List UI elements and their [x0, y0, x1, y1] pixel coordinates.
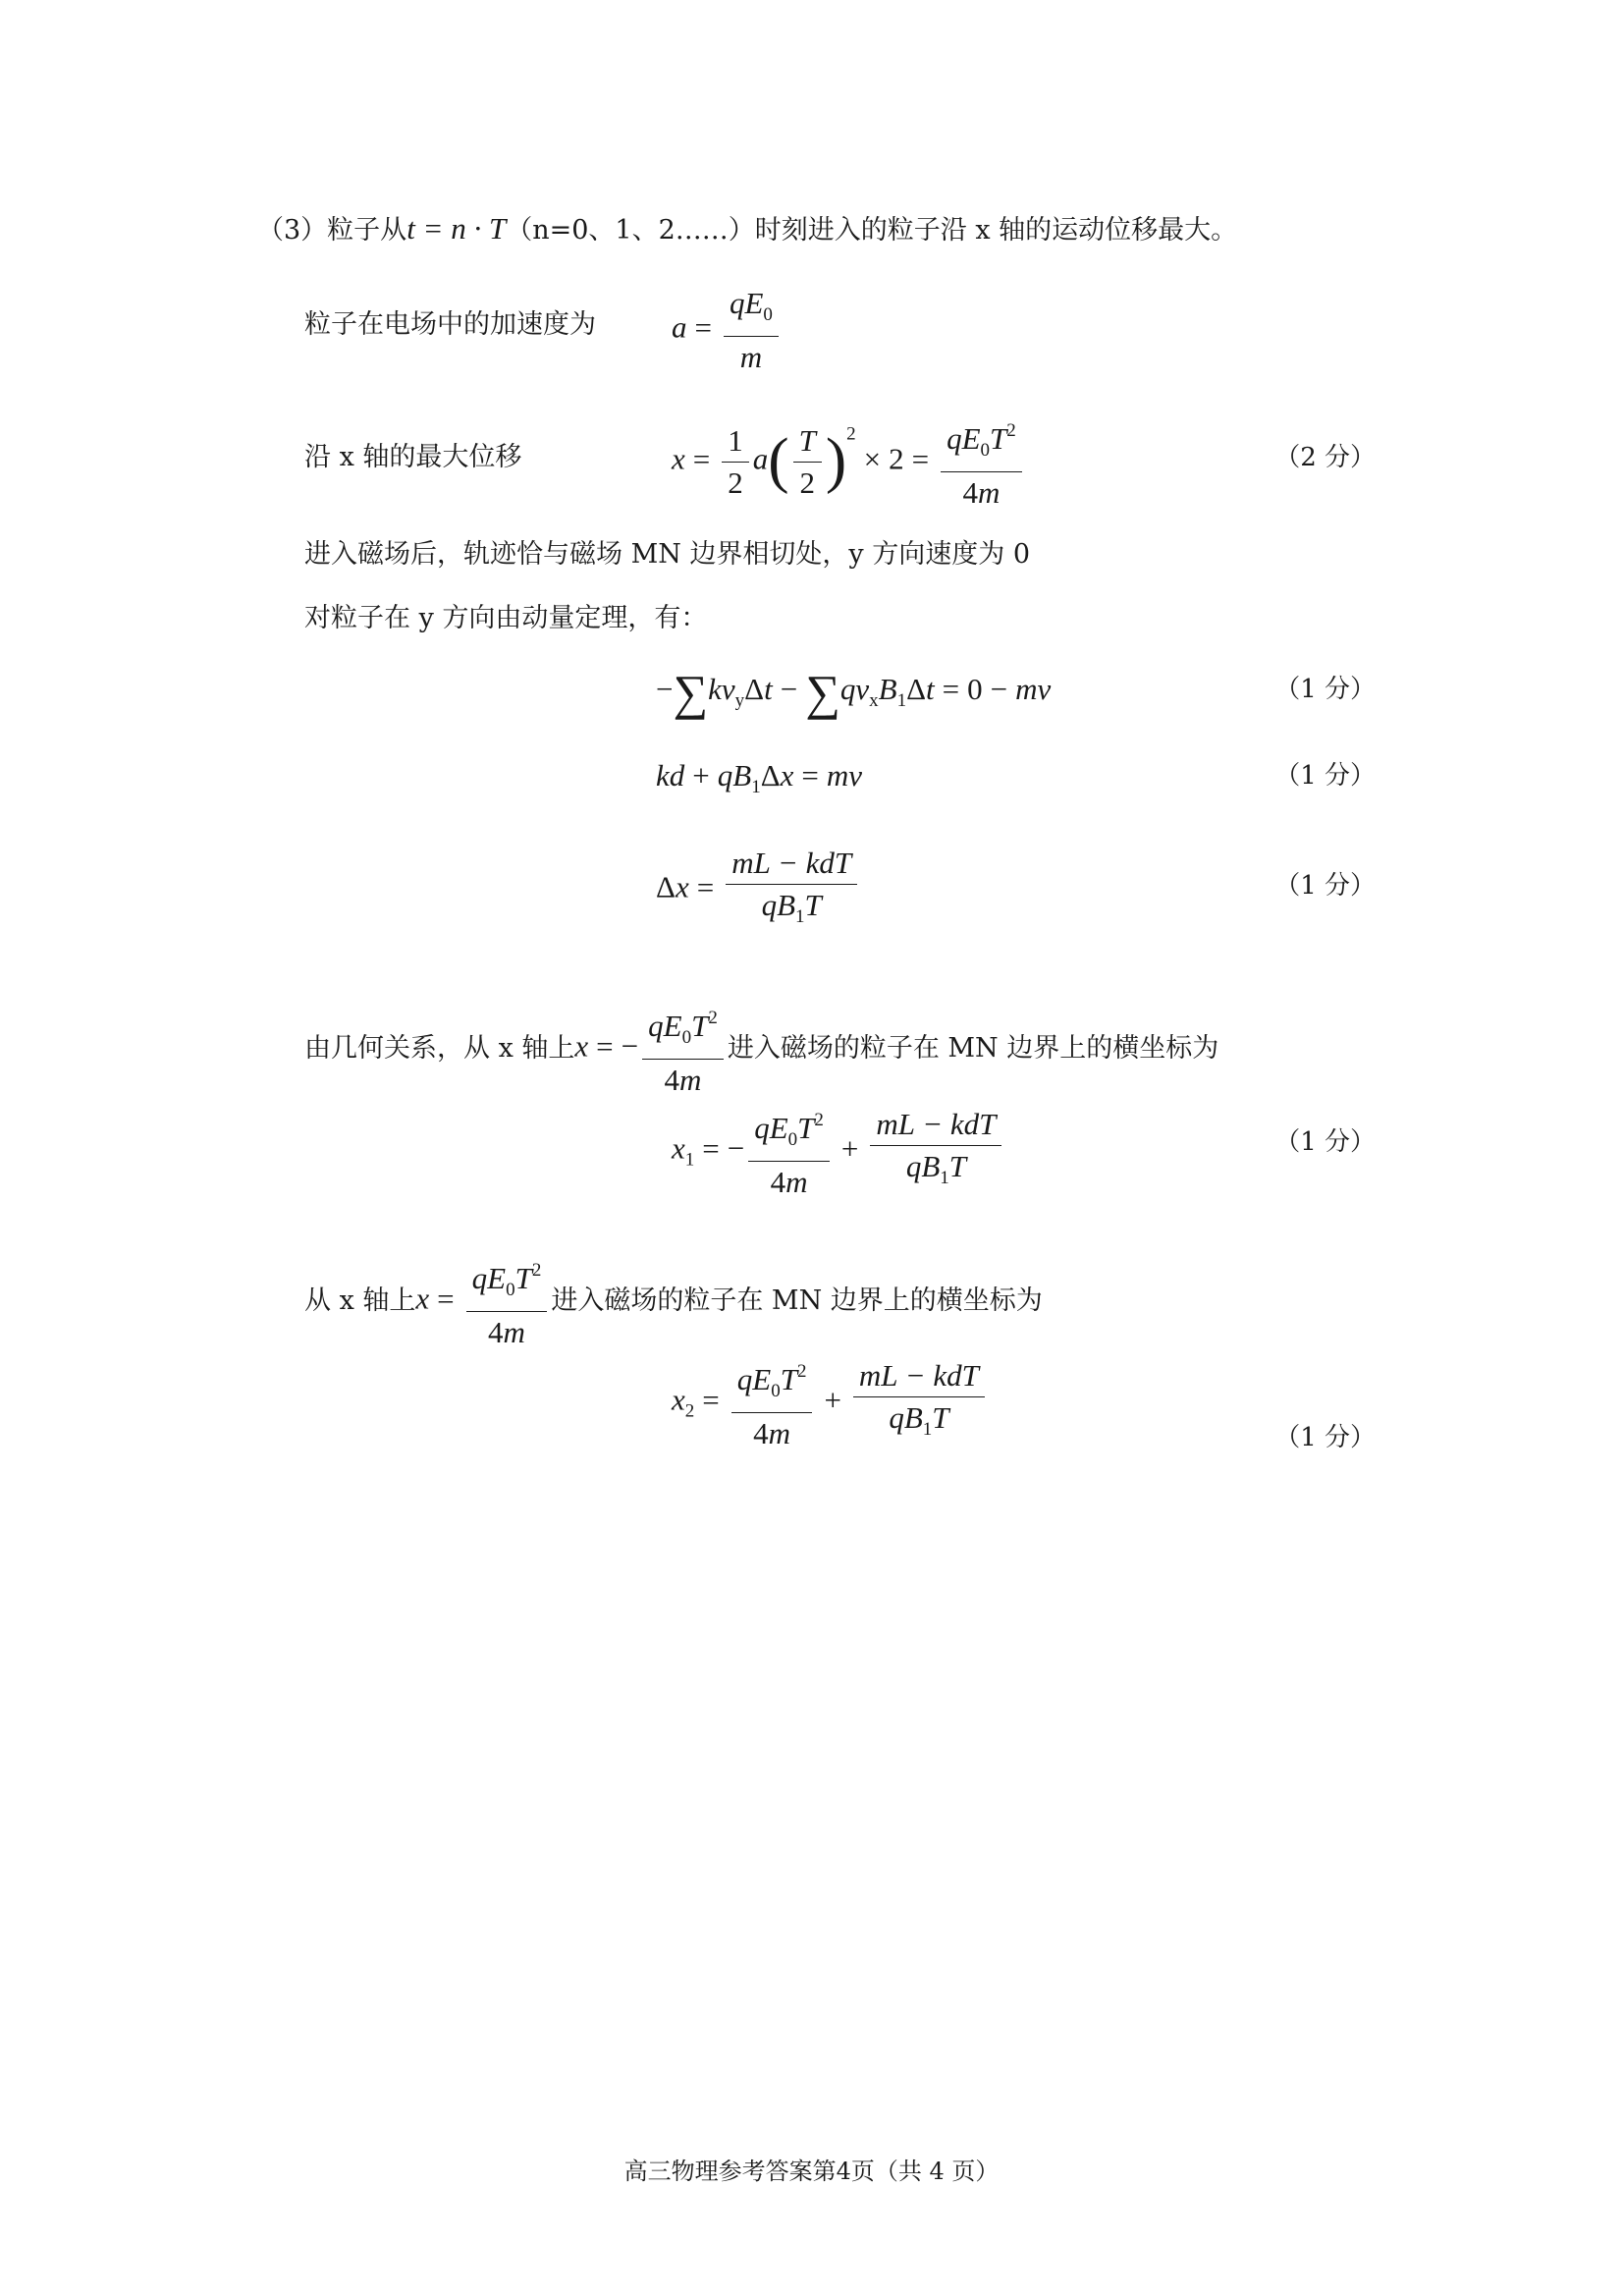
x1-score: （1 分）: [1274, 1127, 1376, 1157]
momentum-equation-score: （1 分）: [1274, 675, 1376, 704]
acceleration-label: 粒子在电场中的加速度为: [304, 309, 596, 340]
page-footer: 高三物理参考答案第4页（共 4 页）: [623, 2158, 1000, 2185]
momentum-equation: $-\sum kv_y\Delta t - \sum qv_xB_1\Delta t = 0$ − mv: [656, 665, 1052, 720]
delta-x-score: （1 分）: [1274, 871, 1376, 901]
geometry-formula: x = − $\frac{qE_0T^2}{4m}$: [574, 1000, 727, 1099]
second-entry-line: [304, 1252, 1043, 1351]
x2-score: （1 分）: [1274, 1423, 1376, 1452]
section-intro: [257, 211, 1237, 248]
kd-equation-score: （1 分）: [1274, 761, 1376, 791]
x2-equation: $x_2$ = $\frac{qE_0T^2}{4m}$ + $\frac{\text{mL − kdT}}{qB_1T}$: [672, 1353, 989, 1452]
section-intro-prefix: （3）粒子从: [257, 215, 407, 246]
second-entry-prefix: 从 x 轴上: [304, 1285, 416, 1316]
max-displacement-formula: x = $\frac{1}{2}$ a( $\frac{T}{2}$ )$^2$× 2 = $\frac{qE_0T^2}{4m}$: [672, 412, 1026, 512]
section-intro-math: t = n · T: [406, 211, 507, 246]
second-entry-formula: x = $\frac{qE_0T^2}{4m}$: [415, 1252, 551, 1351]
geometry-line: [304, 1000, 1218, 1099]
x1-equation: $x_1$ = − $\frac{qE_0T^2}{4m}$ + $\frac{\text{mL − kdT}}{qB_1T}$: [672, 1102, 1005, 1201]
delta-x-equation: Δx = $\frac{\text{mL − kdT}}{qB_1T}$: [656, 845, 861, 936]
max-displacement-score: （2 分）: [1274, 443, 1376, 472]
magnetic-entry-text: 进入磁场后，轨迹恰与磁场 MN 边界相切处，y 方向速度为 0: [304, 539, 1031, 570]
acceleration-formula: a = $\frac{qE_0}{m}$: [672, 285, 783, 376]
max-displacement-label: 沿 x 轴的最大位移: [304, 442, 522, 472]
second-entry-suffix: 进入磁场的粒子在 MN 边界上的横坐标为: [551, 1285, 1043, 1316]
geometry-prefix: 由几何关系，从 x 轴上: [304, 1033, 575, 1064]
geometry-suffix: 进入磁场的粒子在 MN 边界上的横坐标为: [727, 1033, 1219, 1064]
momentum-theorem-text: 对粒子在 y 方向由动量定理，有：: [304, 603, 708, 633]
kd-equation: kd + $qB_1\Delta x$ = mv: [656, 758, 863, 797]
section-intro-suffix: （n=0、1、2……）时刻进入的粒子沿 x 轴的运动位移最大。: [506, 215, 1238, 246]
